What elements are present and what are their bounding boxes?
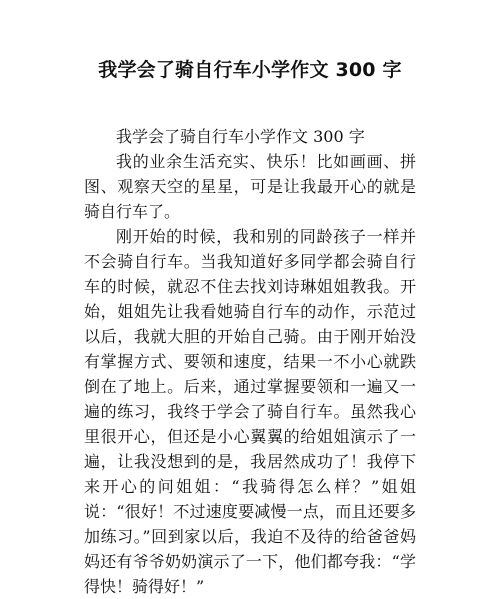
- paragraph-subtitle: 我学会了骑自行车小学作文 300 字: [116, 127, 365, 146]
- paragraph-story: 刚开始的时候，我和别的同龄孩子一样并不会骑自行车。当我知道好多同学都会骑自行车的时候，就忍不住去找刘诗琳姐姐教我。开始，姐姐先让我看她骑自行车的动作，示范过以后，我就大胆的开始自己骑。由于刚开始没有掌握方式、要领和速度，结果一不小心就跌倒在了地上。后来，通过掌握要领和一遍又一遍的练习，我终于学会了骑自行车。虽然我心里很开心，但还是小心翼翼的给姐姐演示了一遍，让我没想到的是，我居然成功了！我停下来开心的问姐姐：“我骑得怎么样？”姐姐说：“很好！不过速度要减慢一点，而且还要多加练习。”回到家以后，我迫不及待的给爸爸妈妈还有爷爷奶奶演示了一下，他们都夸我：“学得快！骑得好！”: [84, 227, 416, 596]
- document-title: 我学会了骑自行车小学作文 300 字: [98, 59, 402, 81]
- document-body: [84, 124, 416, 599]
- paragraph-intro: 我的业余生活充实、快乐！比如画画、拼图、观察天空的星星，可是让我最开心的就是骑自行车了。: [84, 152, 416, 221]
